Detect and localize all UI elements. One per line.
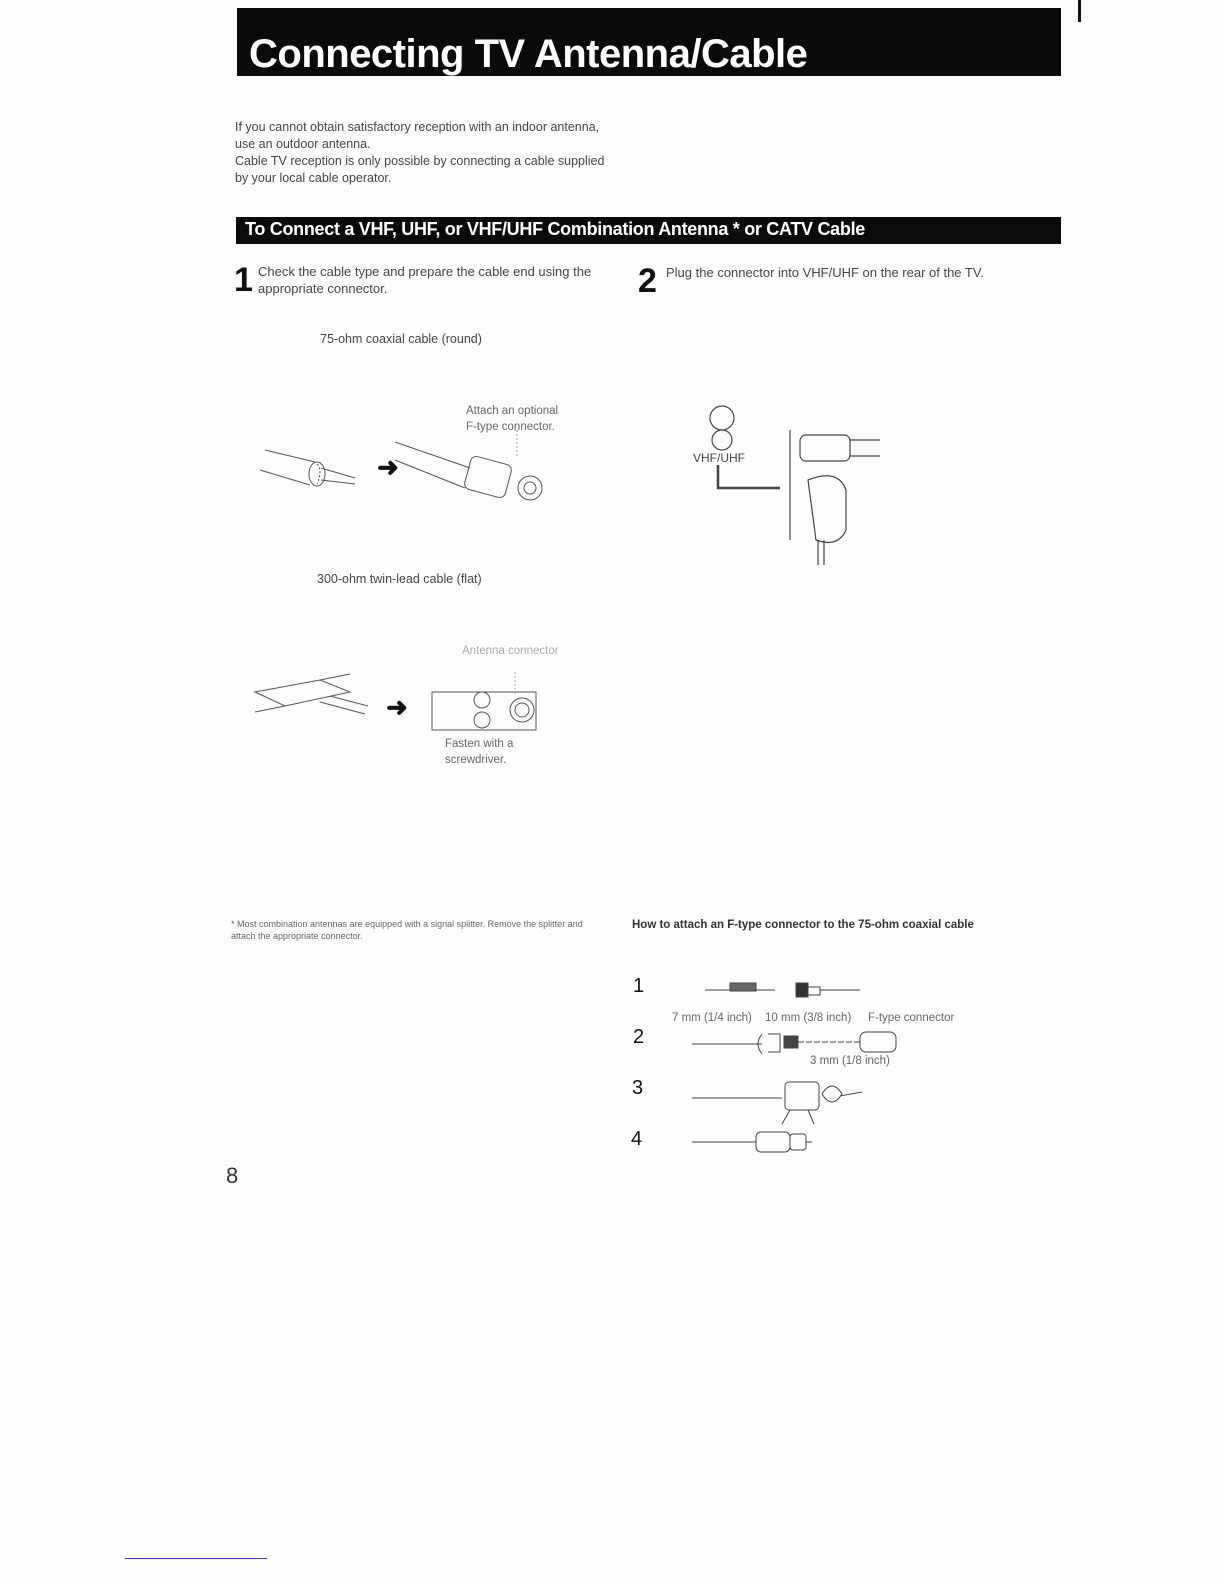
section-title: To Connect a VHF, UHF, or VHF/UHF Combination Antenna * or CATV Cable bbox=[245, 219, 865, 239]
page-edge-mark bbox=[1078, 0, 1081, 22]
twinlead-cable-label: 300-ohm twin-lead cable (flat) bbox=[317, 572, 482, 586]
howto-step-number: 3 bbox=[632, 1077, 644, 1099]
step-1-text: Check the cable type and prepare the cable end using the appropriate connector. bbox=[258, 264, 592, 296]
step-1-number: 1 bbox=[234, 261, 253, 299]
howto-step-4-illustration bbox=[690, 1126, 890, 1156]
howto-step-number: 2 bbox=[633, 1026, 645, 1048]
step-2-text: Plug the connector into VHF/UHF on the rear of the TV. bbox=[666, 265, 984, 280]
footnote: * Most combination antennas are equipped with a signal splitter. Remove the splitter and attach the appropriate connector. bbox=[231, 919, 583, 941]
f-connector-label: F-type connector bbox=[868, 1012, 955, 1024]
coax-cable-label: 75-ohm coaxial cable (round) bbox=[320, 332, 482, 346]
fasten-line: Fasten with a bbox=[445, 738, 514, 750]
intro-paragraph: Cable TV reception is only possible by connecting a cable supplied by your local cable operator. bbox=[235, 154, 605, 185]
dim-10mm-label: 10 mm (3/8 inch) bbox=[765, 1012, 852, 1024]
howto-step-number: 1 bbox=[633, 975, 645, 997]
howto-step-3-illustration bbox=[690, 1074, 890, 1124]
vhf-uhf-jack-label: VHF/UHF bbox=[693, 451, 745, 465]
coax-cable-illustration bbox=[255, 430, 565, 510]
title-banner bbox=[237, 8, 1061, 76]
howto-title: How to attach an F-type connector to the 75-ohm coaxial cable bbox=[632, 919, 974, 931]
bottom-rule bbox=[125, 1558, 267, 1559]
dim-7mm-label: 7 mm (1/4 inch) bbox=[672, 1012, 752, 1024]
callout-line: F-type connector. bbox=[466, 421, 555, 433]
howto-step-number: 4 bbox=[631, 1128, 643, 1150]
intro-text bbox=[235, 119, 615, 187]
fasten-note bbox=[445, 736, 513, 768]
intro-paragraph: If you cannot obtain satisfactory reception with an indoor antenna, use an outdoor antenna. bbox=[235, 120, 600, 151]
step-2-number: 2 bbox=[638, 262, 657, 300]
arrow-right-icon: ➜ bbox=[386, 692, 408, 722]
dim-3mm-label: 3 mm (1/8 inch) bbox=[810, 1055, 890, 1067]
section-banner bbox=[236, 217, 1061, 244]
arrow-right-icon: ➜ bbox=[377, 452, 399, 482]
page-number: 8 bbox=[226, 1163, 239, 1188]
callout-line: Attach an optional bbox=[466, 405, 559, 417]
tv-rear-jack-illustration bbox=[690, 400, 890, 570]
antenna-connector-callout: Antenna connector bbox=[462, 645, 559, 657]
howto-step-2-illustration bbox=[690, 1026, 920, 1054]
fasten-line: screwdriver. bbox=[445, 754, 507, 766]
howto-step-1-illustration bbox=[700, 975, 890, 1005]
page-title: Connecting TV Antenna/Cable bbox=[249, 32, 808, 76]
